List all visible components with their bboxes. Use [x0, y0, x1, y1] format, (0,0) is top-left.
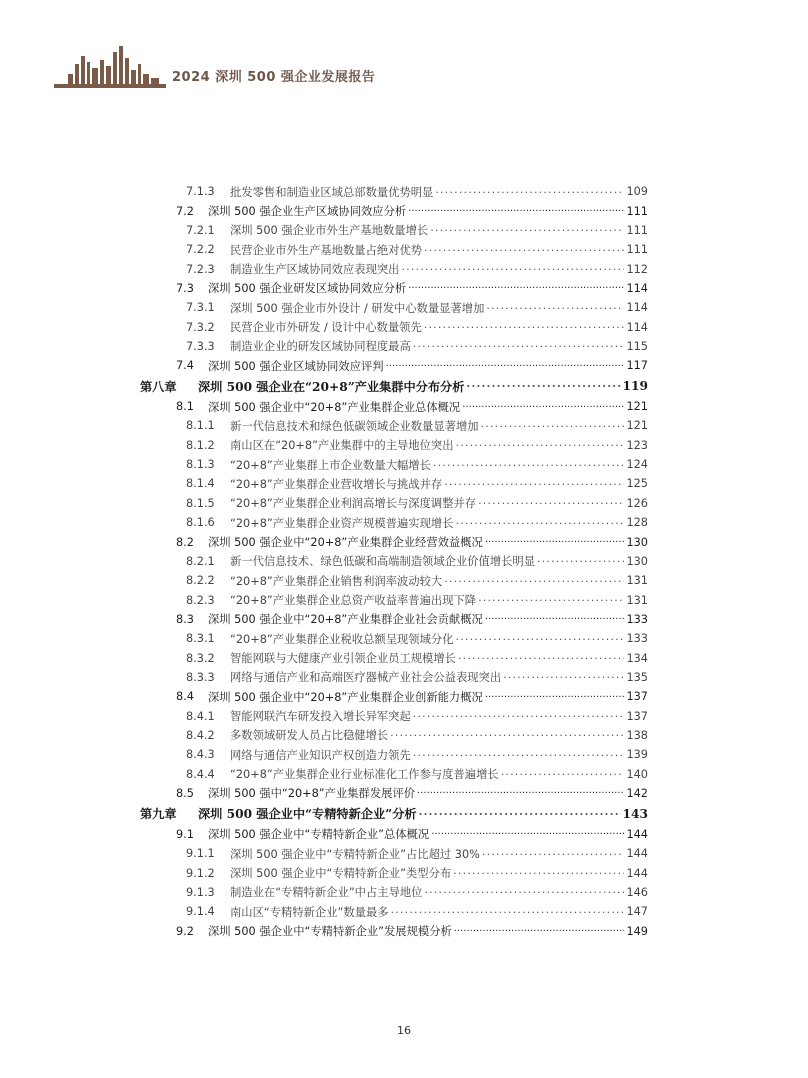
toc-entry-page: 143: [622, 806, 648, 821]
toc-entry-number: 8.1.5: [186, 496, 215, 510]
toc-entry-number: 7.2.1: [186, 223, 215, 237]
toc-entry[interactable]: [140, 764, 648, 783]
toc-entry-number: 9.1.2: [186, 866, 215, 880]
toc-entry-page: 114: [626, 320, 648, 334]
toc-entry-page: 114: [626, 281, 648, 295]
toc-entry-title: 深圳 500 强企业生产区域协同效应分析: [208, 205, 407, 219]
toc-entry[interactable]: [140, 687, 648, 706]
toc-leader-dots: [424, 886, 624, 898]
toc-entry-page: 111: [626, 204, 648, 218]
toc-entry[interactable]: [140, 668, 648, 687]
toc-entry-title: 智能网联汽车研发投入增长异军突起: [230, 710, 411, 724]
toc-entry-number: 9.1.3: [186, 885, 215, 899]
toc-entry-title: 制造业生产区域协同效应表现突出: [230, 263, 400, 277]
toc-entry-title: 民营企业市外研发 / 设计中心数量领先: [230, 321, 422, 335]
toc-entry-title: “20+8”产业集群企业总资产收益率普遍出现下降: [230, 594, 477, 608]
toc-entry-title: “20+8”产业集群企业销售利润率波动较大: [230, 574, 443, 588]
toc-entry-number: 8.2.2: [186, 574, 215, 588]
toc-entry[interactable]: [140, 240, 648, 259]
toc-entry[interactable]: [140, 552, 648, 571]
toc-entry-number: 8.1.3: [186, 458, 215, 472]
toc-entry-number: 7.4: [176, 359, 194, 373]
toc-entry[interactable]: [140, 298, 648, 317]
toc-entry[interactable]: [140, 590, 648, 609]
toc-entry-title: “20+8”产业集群企业税收总额呈现领域分化: [230, 632, 454, 646]
toc-entry-number: 8.2.3: [186, 593, 215, 607]
toc-entry-page: 121: [626, 419, 648, 433]
toc-entry[interactable]: [140, 397, 648, 416]
toc-entry[interactable]: [140, 494, 648, 513]
toc-entry-number: 7.1.3: [186, 185, 215, 199]
toc-leader-dots: [478, 594, 624, 606]
toc-entry-number: 8.3: [176, 612, 194, 626]
toc-leader-dots: [435, 186, 624, 198]
toc-entry-number: 8.4.1: [186, 709, 215, 723]
toc-entry[interactable]: [140, 648, 648, 667]
toc-leader-dots: [431, 828, 624, 840]
toc-entry-page: 137: [626, 709, 648, 723]
toc-entry-title: 深圳 500 强中“20+8”产业集群发展评价: [208, 787, 416, 801]
toc-leader-dots: [391, 906, 624, 918]
toc-entry-page: 124: [626, 458, 648, 472]
toc-entry-title: 深圳 500 强企业中“20+8”产业集群企业经营效益概况: [208, 536, 483, 550]
toc-entry-number: 9.1.4: [186, 905, 215, 919]
toc-entry-page: 126: [626, 496, 648, 510]
toc-entry-page: 131: [626, 593, 648, 607]
toc-entry-page: 121: [626, 400, 648, 414]
toc-entry-page: 133: [626, 632, 648, 646]
toc-entry-title: 批发零售和制造业区域总部数量优势明显: [230, 185, 434, 199]
toc-entry-page: 139: [626, 748, 648, 762]
toc-entry-page: 115: [626, 339, 648, 353]
toc-entry-number: 8.3.2: [186, 651, 215, 665]
toc-entry-page: 131: [626, 574, 648, 588]
toc-entry[interactable]: [140, 726, 648, 745]
toc-entry-page: 144: [626, 827, 648, 841]
toc-entry-number: 8.1.2: [186, 438, 215, 452]
toc-leader-dots: [424, 244, 624, 256]
toc-entry[interactable]: [140, 513, 648, 532]
toc-entry-title: 民营企业市外生产基地数量占绝对优势: [230, 243, 423, 257]
toc-entry-title: 南山区“专精特新企业”数量最多: [230, 905, 389, 919]
toc-entry-title: “20+8”产业集群企业行业标准化工作参与度普遍增长: [230, 768, 499, 782]
toc-leader-dots: [454, 925, 624, 937]
toc-entry-page: 128: [626, 516, 648, 530]
toc-leader-dots: [390, 729, 624, 741]
toc-entry-page: 130: [626, 554, 648, 568]
toc-leader-dots: [503, 671, 624, 683]
toc-leader-dots: [486, 302, 624, 314]
toc-entry[interactable]: [140, 571, 648, 590]
toc-entry[interactable]: [140, 221, 648, 240]
toc-leader-dots: [413, 749, 624, 761]
toc-entry-page: 130: [626, 535, 648, 549]
toc-entry[interactable]: [140, 745, 648, 764]
toc-leader-dots: [485, 536, 624, 548]
toc-leader-dots: [458, 652, 624, 664]
toc-entry-number: 8.4.4: [186, 767, 215, 781]
toc-entry-number: 8.2: [176, 535, 194, 549]
toc-entry[interactable]: [140, 436, 648, 455]
page-header: [54, 44, 474, 90]
toc-entry-page: 147: [626, 905, 648, 919]
toc-entry-number: 7.3: [176, 281, 194, 295]
toc-entry-page: 111: [626, 243, 648, 257]
toc-entry-number: 8.1: [176, 400, 194, 414]
toc-entry-title: 深圳 500 强企业在“20+8”产业集群中分布分析: [198, 379, 465, 394]
toc-entry-title: 深圳 500 强企业区域协同效应评判: [208, 359, 384, 373]
toc-entry-page: 114: [626, 301, 648, 315]
toc-leader-dots: [482, 848, 624, 860]
toc-entry[interactable]: [140, 629, 648, 648]
toc-entry-page: 112: [626, 262, 648, 276]
toc-leader-dots: [424, 321, 624, 333]
toc-entry-number: 7.3.3: [186, 339, 215, 353]
toc-entry[interactable]: [140, 474, 648, 493]
toc-entry[interactable]: [140, 259, 648, 278]
toc-entry-title: 深圳 500 强企业中“20+8”产业集群企业总体概况: [208, 400, 461, 414]
toc-leader-dots: [401, 263, 624, 275]
toc-leader-dots: [430, 224, 624, 236]
toc-leader-dots: [537, 555, 624, 567]
toc-entry-page: 109: [626, 185, 648, 199]
toc-entry-page: 140: [626, 767, 648, 781]
toc-entry-title: 深圳 500 强企业中“专精特新企业”总体概况: [208, 828, 430, 842]
toc-chapter-entry[interactable]: [140, 375, 648, 397]
toc-entry-number: 7.2.2: [186, 243, 215, 257]
toc-entry-title: 网络与通信产业知识产权创造力领先: [230, 748, 411, 762]
toc-entry[interactable]: [140, 201, 648, 220]
toc-entry[interactable]: [140, 532, 648, 551]
toc-entry-title: 智能网联与大健康产业引领企业员工规模增长: [230, 652, 456, 666]
toc-entry-page: 123: [626, 438, 648, 452]
toc-entry-number: 7.3.1: [186, 301, 215, 315]
toc-entry-page: 119: [622, 379, 648, 394]
toc-leader-dots: [453, 867, 624, 879]
toc-leader-dots: [501, 768, 624, 780]
toc-leader-dots: [466, 380, 620, 392]
toc-entry[interactable]: [140, 921, 648, 940]
toc-entry-title: 多数领域研发人员占比稳健增长: [230, 729, 389, 743]
report-title: 2024 深圳 500 强企业发展报告: [172, 70, 376, 85]
toc-entry[interactable]: [140, 883, 648, 902]
toc-entry-title: 深圳 500 强企业研发区域协同效应分析: [208, 282, 407, 296]
toc-entry[interactable]: [140, 902, 648, 921]
toc-entry-number: 8.1.6: [186, 516, 215, 530]
toc-entry-title: 深圳 500 强企业市外设计 / 研发中心数量显著增加: [230, 301, 485, 315]
toc-entry-number: 8.1.1: [186, 419, 215, 433]
toc-entry[interactable]: [140, 182, 648, 201]
toc-leader-dots: [419, 808, 621, 820]
toc-entry-number: 8.3.3: [186, 670, 215, 684]
toc-entry-page: 144: [626, 866, 648, 880]
toc-entry-title: “20+8”产业集群企业营收增长与挑战并存: [230, 477, 443, 491]
toc-entry[interactable]: [140, 279, 648, 298]
toc-entry-page: 117: [626, 359, 648, 373]
toc-entry[interactable]: [140, 610, 648, 629]
toc-leader-dots: [413, 710, 624, 722]
toc-leader-dots: [462, 401, 624, 413]
toc-entry-page: 146: [626, 885, 648, 899]
toc-entry-number: 9.2: [176, 924, 194, 938]
toc-entry-number: 8.4.2: [186, 728, 215, 742]
toc-entry-title: 深圳 500 强企业中“20+8”产业集群企业社会贡献概况: [208, 613, 483, 627]
toc-entry-number: 7.3.2: [186, 320, 215, 334]
toc-leader-dots: [413, 340, 624, 352]
toc-entry-title: 制造业企业的研发区域协同程度最高: [230, 340, 411, 354]
toc-entry-title: 深圳 500 强企业中“专精特新企业”占比超过 30%: [230, 847, 480, 861]
toc-entry-title: 新一代信息技术、绿色低碳和高端制造领域企业价值增长明显: [230, 555, 536, 569]
toc-leader-dots: [444, 478, 624, 490]
toc-entry[interactable]: [140, 784, 648, 803]
page-number: 16: [397, 1024, 411, 1037]
toc-leader-dots: [481, 420, 624, 432]
toc-chapter-entry[interactable]: [140, 803, 648, 825]
toc-entry[interactable]: [140, 863, 648, 882]
toc-leader-dots: [417, 787, 624, 799]
toc-entry-number: 8.1.4: [186, 477, 215, 491]
toc-leader-dots: [433, 459, 624, 471]
toc-entry-number: 7.2.3: [186, 262, 215, 276]
toc-entry-page: 111: [626, 223, 648, 237]
toc-entry[interactable]: [140, 455, 648, 474]
toc-entry-number: 8.4: [176, 690, 194, 704]
toc-entry-title: 深圳 500 强企业市外生产基地数量增长: [230, 224, 429, 238]
city-skyline-logo: [54, 44, 166, 88]
toc-entry-number: 9.1: [176, 827, 194, 841]
toc-leader-dots: [408, 282, 624, 294]
toc-entry-title: 新一代信息技术和绿色低碳领域企业数量显著增加: [230, 419, 479, 433]
toc-leader-dots: [485, 691, 624, 703]
toc-leader-dots: [456, 439, 625, 451]
table-of-contents: [140, 182, 648, 941]
toc-leader-dots: [386, 360, 624, 372]
toc-entry-number: 8.2.1: [186, 554, 215, 568]
toc-leader-dots: [456, 633, 625, 645]
toc-entry-page: 134: [626, 651, 648, 665]
toc-leader-dots: [444, 575, 624, 587]
toc-entry-number: 9.1.1: [186, 847, 215, 861]
toc-entry[interactable]: [140, 844, 648, 863]
toc-entry-title: 制造业在“专精特新企业”中占主导地位: [230, 886, 423, 900]
toc-entry-page: 125: [626, 477, 648, 491]
toc-entry-title: “20+8”产业集群企业利润高增长与深度调整并存: [230, 497, 477, 511]
toc-entry[interactable]: [140, 416, 648, 435]
toc-leader-dots: [485, 613, 624, 625]
toc-entry-title: “20+8”产业集群企业资产规模普遍实现增长: [230, 516, 454, 530]
toc-entry[interactable]: [140, 317, 648, 336]
toc-entry-number: 8.3.1: [186, 632, 215, 646]
toc-entry-page: 138: [626, 728, 648, 742]
toc-entry-title: 网络与通信产业和高端医疗器械产业社会公益表现突出: [230, 671, 502, 685]
toc-entry-number: 7.2: [176, 204, 194, 218]
toc-entry-title: 深圳 500 强企业中“专精特新企业”类型分布: [230, 867, 452, 881]
toc-entry-title: 南山区在“20+8”产业集群中的主导地位突出: [230, 439, 454, 453]
toc-entry-title: “20+8”产业集群上市企业数量大幅增长: [230, 458, 431, 472]
toc-entry-number: 第八章: [140, 379, 177, 394]
toc-entry[interactable]: [140, 825, 648, 844]
toc-entry-page: 135: [626, 670, 648, 684]
toc-leader-dots: [478, 497, 624, 509]
toc-entry-title: 深圳 500 强企业中“专精特新企业”发展规模分析: [208, 925, 452, 939]
toc-entry-title: 深圳 500 强企业中“20+8”产业集群企业创新能力概况: [208, 690, 483, 704]
toc-entry-title: 深圳 500 强企业中“专精特新企业”分析: [198, 807, 417, 822]
toc-entry[interactable]: [140, 356, 648, 375]
toc-entry-number: 第九章: [140, 807, 177, 822]
toc-entry-page: 137: [626, 690, 648, 704]
toc-entry-page: 149: [626, 924, 648, 938]
toc-entry-page: 142: [626, 786, 648, 800]
toc-entry-number: 8.4.3: [186, 748, 215, 762]
toc-entry-page: 133: [626, 612, 648, 626]
toc-leader-dots: [456, 517, 625, 529]
toc-leader-dots: [408, 205, 624, 217]
toc-entry[interactable]: [140, 706, 648, 725]
toc-entry[interactable]: [140, 337, 648, 356]
toc-entry-page: 144: [626, 847, 648, 861]
toc-entry-number: 8.5: [176, 786, 194, 800]
